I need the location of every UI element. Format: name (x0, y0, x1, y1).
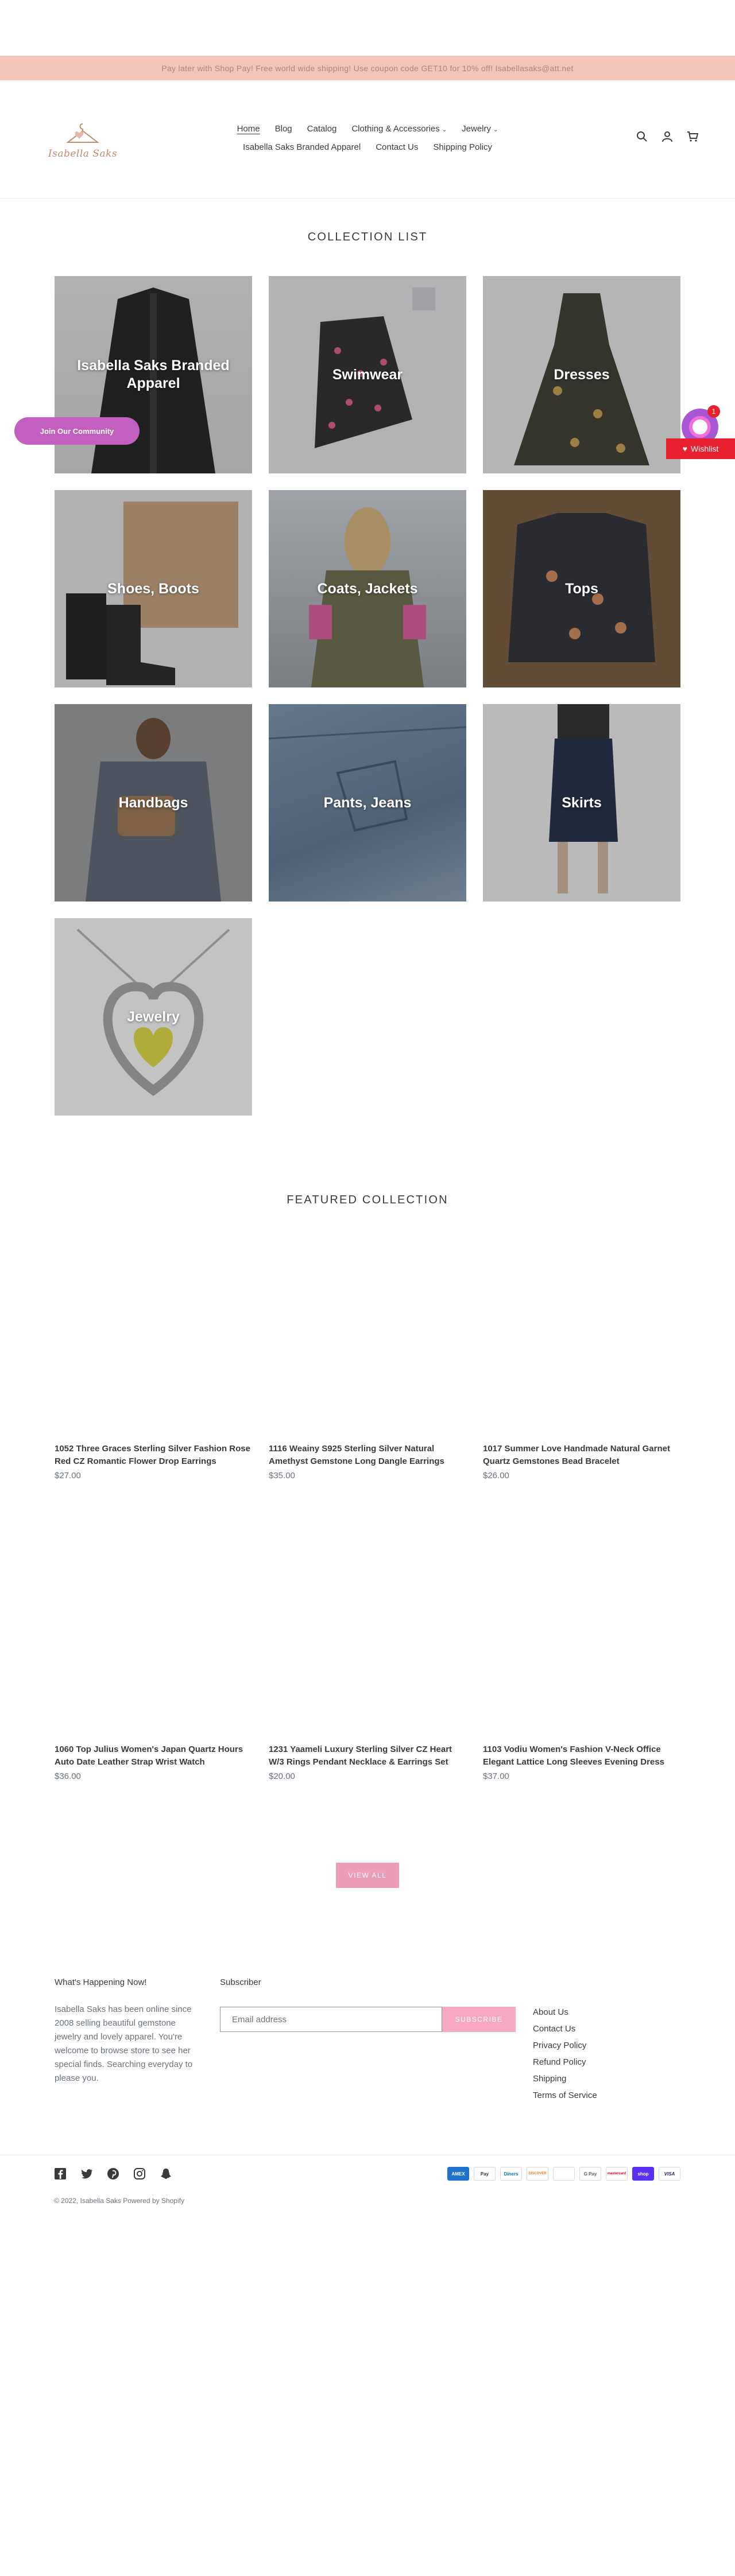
collection-label: Skirts (562, 794, 602, 811)
nav-blog[interactable]: Blog (274, 124, 292, 134)
join-community-button[interactable]: Join Our Community (14, 417, 140, 445)
apple-pay-icon: Pay (474, 2167, 496, 2181)
email-field[interactable]: Email address (220, 2007, 442, 2032)
collection-label: Pants, Jeans (323, 794, 412, 811)
product-image[interactable] (55, 1245, 252, 1438)
logo-text: Isabella Saks (48, 148, 118, 160)
chevron-down-icon: ⌄ (493, 127, 498, 133)
product-title[interactable]: 1116 Weainy S925 Sterling Silver Natural Amethyst Gemstone Long Dangle Earrings (269, 1444, 444, 1466)
snapchat-icon[interactable] (160, 2167, 172, 2180)
nav-shipping-policy[interactable]: Shipping Policy (433, 142, 492, 152)
product-title[interactable]: 1060 Top Julius Women's Japan Quartz Hours Auto Date Leather Strap Wrist Watch (55, 1744, 243, 1767)
nav-clothing-accessories[interactable]: Clothing & Accessories ⌄ (351, 124, 447, 134)
footer-link-privacy-policy[interactable]: Privacy Policy (533, 2041, 587, 2050)
product-price: $27.00 (55, 1471, 81, 1481)
product-card[interactable] (55, 1546, 252, 1783)
collection-card-coats-jackets[interactable] (269, 490, 466, 687)
announcement-bar: Pay later with Shop Pay! Free world wide shipping! Use coupon code GET10 for 10% off! Isabellasaks@att.net (0, 56, 735, 80)
site-header (0, 80, 735, 199)
collection-card-pants-jeans[interactable] (269, 704, 466, 902)
discover-icon: DISCOVER (527, 2167, 548, 2181)
collection-label: Jewelry (127, 1008, 180, 1025)
collection-card-skirts[interactable] (483, 704, 680, 902)
product-card[interactable] (483, 1245, 680, 1482)
cart-icon[interactable] (687, 131, 698, 142)
nav-branded-apparel[interactable]: Isabella Saks Branded Apparel (243, 142, 361, 152)
collection-label: Handbags (118, 794, 188, 811)
product-card[interactable] (55, 1245, 252, 1482)
collection-card-shoes-boots[interactable] (55, 490, 252, 687)
payment-icons (447, 2167, 680, 2181)
featured-collection-title: FEATURED COLLECTION (287, 1194, 448, 1206)
footer-about-text: Isabella Saks has been online since 2008 selling beautiful gemstone jewelry and lovely apparel. You're welcome to browse store to see her special finds. Searching everyday to please you. (55, 2004, 193, 2083)
heart-icon: ♥ (682, 444, 688, 453)
collection-card-jewelry[interactable] (55, 918, 252, 1116)
chevron-down-icon: ⌄ (442, 127, 447, 133)
footer-about-title: What's Happening Now! (55, 1977, 147, 1987)
header-icons (636, 131, 698, 142)
account-icon[interactable] (662, 131, 673, 142)
product-image[interactable] (483, 1245, 680, 1438)
footer-link-about-us[interactable]: About Us (533, 2007, 568, 2017)
collection-card-tops[interactable] (483, 490, 680, 687)
facebook-icon[interactable] (54, 2167, 67, 2180)
amex-icon: AMEX (447, 2167, 469, 2181)
collection-label: Dresses (554, 366, 610, 383)
product-title[interactable]: 1052 Three Graces Sterling Silver Fashion Rose Red CZ Romantic Flower Drop Earrings (55, 1444, 250, 1466)
collection-label: Coats, Jackets (317, 580, 418, 597)
collection-card-swimwear[interactable] (269, 276, 466, 473)
collection-label: Swimwear (332, 366, 403, 383)
shop-pay-icon: shop (632, 2167, 654, 2181)
view-all-button[interactable]: VIEW ALL (336, 1863, 399, 1888)
main-nav (195, 121, 540, 156)
footer-link-refund-policy[interactable]: Refund Policy (533, 2057, 586, 2067)
hanger-logo-icon (64, 121, 101, 147)
footer-link-contact-us[interactable]: Contact Us (533, 2024, 576, 2034)
product-image[interactable] (55, 1546, 252, 1739)
copyright-text: © 2022, Isabella Saks Powered by Shopify (54, 2197, 184, 2205)
footer-link-terms[interactable]: Terms of Service (533, 2091, 597, 2100)
notification-badge: 1 (707, 405, 720, 418)
google-pay-icon: G Pay (579, 2167, 601, 2181)
nav-home[interactable]: Home (237, 124, 260, 134)
collection-label: Shoes, Boots (107, 580, 199, 597)
product-image[interactable] (269, 1245, 466, 1438)
wishlist-button[interactable] (666, 438, 735, 459)
product-price: $36.00 (55, 1771, 81, 1781)
product-price: $26.00 (483, 1471, 509, 1481)
collection-label: Isabella Saks Branded Apparel (77, 358, 230, 391)
product-price: $35.00 (269, 1471, 295, 1481)
social-links (54, 2167, 172, 2180)
store-logo[interactable] (37, 112, 129, 168)
collection-card-dresses[interactable] (483, 276, 680, 473)
diners-club-icon: Diners (500, 2167, 522, 2181)
product-image[interactable] (483, 1546, 680, 1739)
product-title[interactable]: 1103 Vodiu Women's Fashion V-Neck Office Elegant Lattice Long Sleeves Evening Dress (483, 1744, 664, 1767)
product-price: $37.00 (483, 1771, 509, 1781)
nav-catalog[interactable]: Catalog (307, 124, 337, 134)
product-image[interactable] (269, 1546, 466, 1739)
product-card[interactable] (269, 1245, 466, 1482)
footer-link-shipping[interactable]: Shipping (533, 2074, 567, 2084)
product-card[interactable] (483, 1546, 680, 1783)
nav-jewelry[interactable]: Jewelry ⌄ (462, 124, 498, 134)
product-card[interactable] (269, 1546, 466, 1783)
visa-icon: VISA (659, 2167, 680, 2181)
meta-pay-icon (553, 2167, 575, 2181)
product-title[interactable]: 1231 Yaameli Luxury Sterling Silver CZ Heart W/3 Rings Pendant Necklace & Earrings Set (269, 1744, 452, 1767)
product-title[interactable]: 1017 Summer Love Handmade Natural Garnet Quartz Gemstones Bead Bracelet (483, 1444, 670, 1466)
instagram-icon[interactable] (133, 2167, 146, 2180)
search-icon[interactable] (636, 131, 648, 142)
wishlist-label: Wishlist (691, 444, 719, 453)
nav-contact-us[interactable]: Contact Us (376, 142, 419, 152)
collection-list-title: COLLECTION LIST (307, 231, 428, 243)
pinterest-icon[interactable] (107, 2167, 119, 2180)
subscribe-button[interactable]: SUBSCRIBE (442, 2007, 516, 2032)
footer-links (533, 2004, 597, 2104)
mastercard-icon: mastercard (606, 2167, 628, 2181)
twitter-icon[interactable] (80, 2167, 93, 2180)
collection-card-handbags[interactable] (55, 704, 252, 902)
collection-label: Tops (565, 580, 598, 597)
footer-subscriber-title: Subscriber (220, 1977, 261, 1987)
product-price: $20.00 (269, 1771, 295, 1781)
